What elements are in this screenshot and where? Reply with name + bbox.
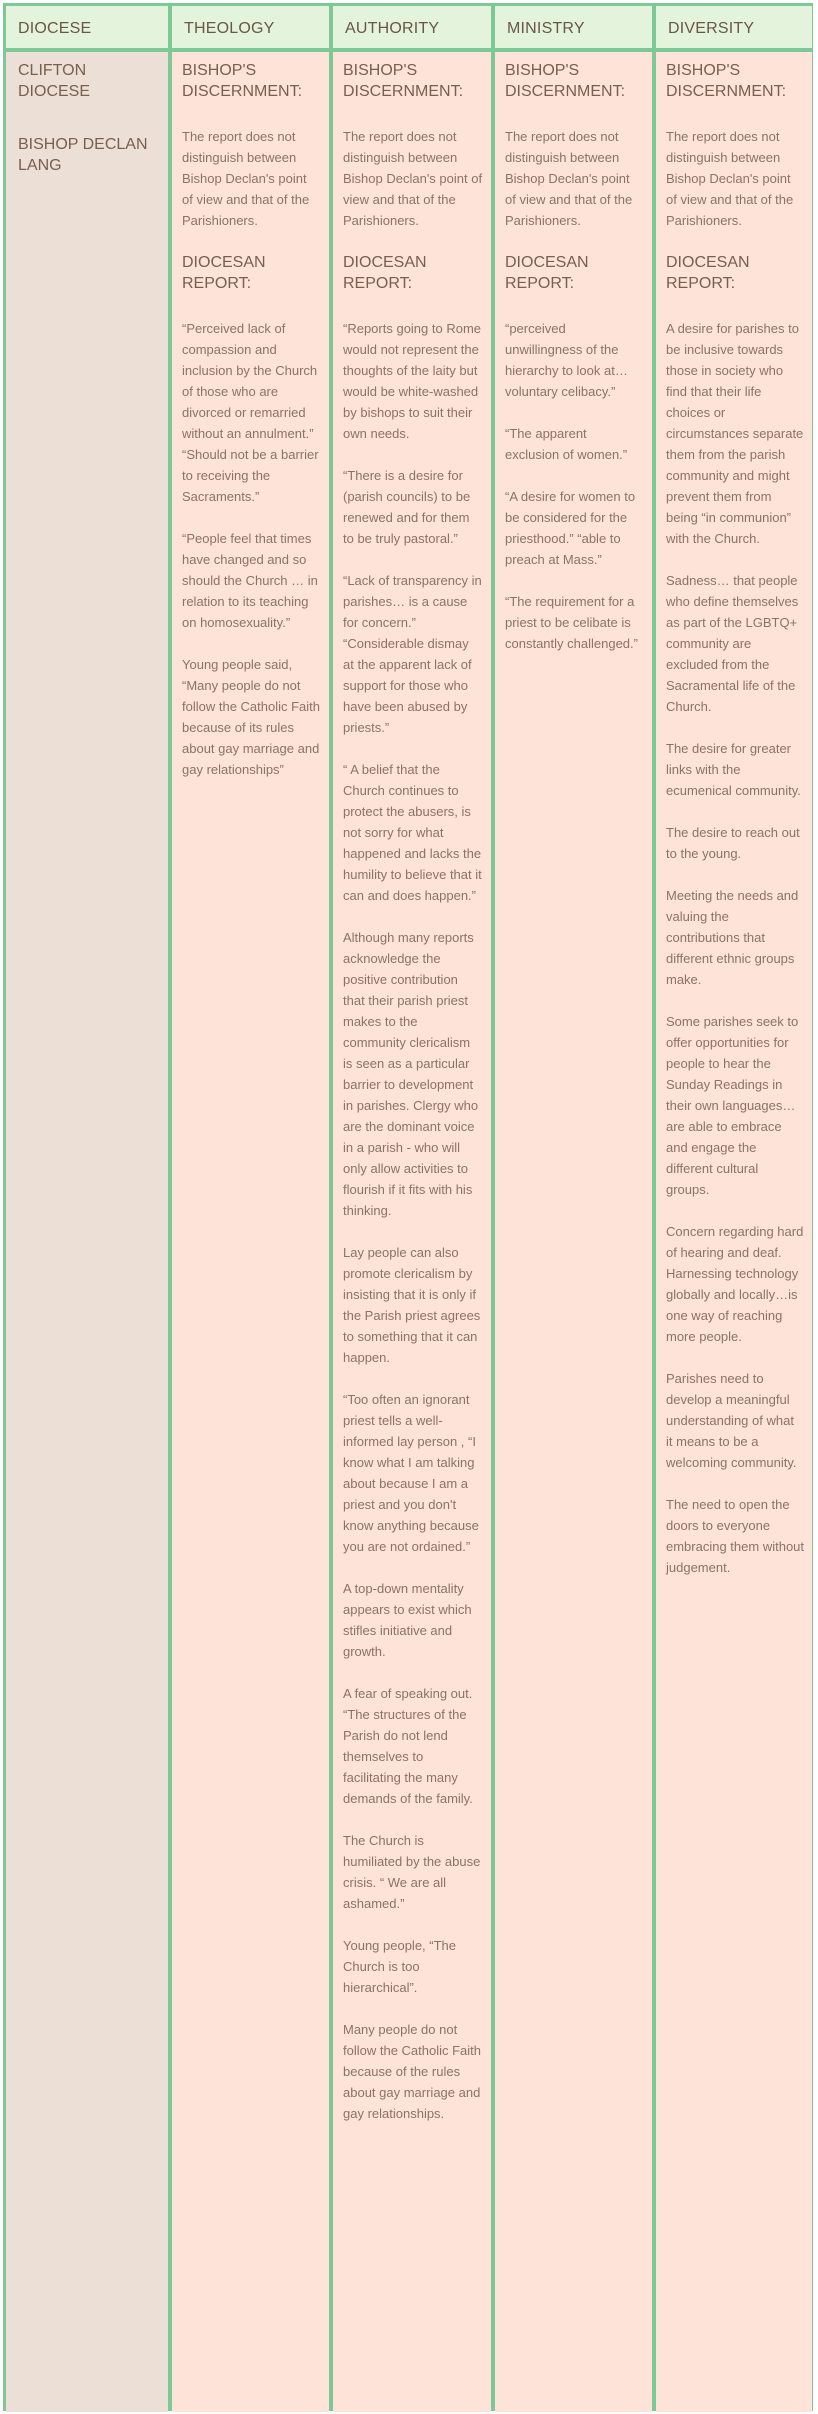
ministry-cell [495,52,652,2412]
authority-paragraph: “There is a desire for (parish councils) to be renewed and for them to be truly pastoral.” [343,468,471,546]
header-authority: AUTHORITY [333,6,491,48]
authority-cell [333,52,491,2412]
diversity-paragraph: Sadness… that people who define themselves as part of the LGBTQ+ community are excluded from the Sacramental life of the Church. [666,573,799,714]
ministry-paragraph: “The requirement for a priest to be celibate is constantly challenged.” [505,594,638,651]
theology-paragraph: “People feel that times have changed and so should the Church … in relation to its teaching on homosexuality.” [182,531,318,630]
authority-paragraph: Although many reports acknowledge the positive contribution that their parish priest makes to the community clericalism is seen as a particular barrier to development in parishes. Clergy who are the dominant voice in a parish - who will only allow activities to flourish if it fits with his thinking. [343,930,479,1218]
diversity-paragraph: The desire for greater links with the ecumenical community. [666,741,801,798]
diversity-paragraph: Meeting the needs and valuing the contributions that different ethnic groups make. [666,888,799,987]
discernment-heading: BISHOP'S DISCERNMENT: [343,62,464,100]
diversity-paragraph: Parishes need to develop a meaningful understanding of what it means to be a welcoming community. [666,1371,797,1470]
authority-paragraph: “Lack of transparency in parishes… is a cause for concern.” “Considerable dismay at the apparent lack of support for those who have been abused by priests.” [343,573,482,735]
discernment-text: The report does not distinguish between Bishop Declan's point of view and that of the Parishioners. [666,129,794,228]
report-heading: DIOCESAN REPORT: [666,254,750,292]
authority-paragraph: “Too often an ignorant priest tells a well-informed lay person , “I know what I am talking about because I am a priest and you don't know anything because you are not ordained.” [343,1392,479,1554]
diversity-paragraph: The desire to reach out to the young. [666,825,800,861]
ministry-paragraph: “perceived unwillingness of the hierarchy to look at… voluntary celibacy.” [505,321,628,399]
diversity-cell [656,52,812,2412]
ministry-paragraph: “The apparent exclusion of women.” [505,426,628,462]
report-table [3,3,813,2411]
diversity-paragraph: The need to open the doors to everyone embracing them without judgement. [666,1497,805,1575]
discernment-heading: BISHOP'S DISCERNMENT: [505,62,626,100]
authority-paragraph: “ A belief that the Church continues to protect the abusers, is not sorry for what happened and lacks the humility to believe that it can and does happen.” [343,762,482,903]
report-heading: DIOCESAN REPORT: [505,254,589,292]
header-ministry: MINISTRY [495,6,652,48]
authority-paragraph: Many people do not follow the Catholic Faith because of the rules about gay marriage and gay relationships. [343,2022,482,2121]
diocese-cell [6,52,168,2412]
diversity-paragraph: Concern regarding hard of hearing and deaf. Harnessing technology globally and locally…is one way of reaching more people. [666,1224,804,1344]
discernment-text: The report does not distinguish between Bishop Declan's point of view and that of the Parishioners. [505,129,633,228]
authority-paragraph: The Church is humiliated by the abuse crisis. “ We are all ashamed.” [343,1833,481,1911]
report-heading: DIOCESAN REPORT: [343,254,427,292]
authority-paragraph: “Reports going to Rome would not represent the thoughts of the laity but would be white-washed by bishops to suit their own needs. [343,321,482,441]
authority-paragraph: Young people, “The Church is too hierarchical”. [343,1938,457,1995]
discernment-heading: BISHOP'S DISCERNMENT: [666,62,787,100]
discernment-heading: BISHOP'S DISCERNMENT: [182,62,303,100]
header-theology: THEOLOGY [172,6,329,48]
theology-paragraph: “Perceived lack of compassion and inclusion by the Church of those who are divorced or remarried without an annulment.” “Should not be a barrier to receiving the Sacraments.” [182,321,319,504]
authority-paragraph: Lay people can also promote clericalism by insisting that it is only if the Parish priest agrees to something that it can happen. [343,1245,481,1365]
header-diversity: DIVERSITY [656,6,812,48]
ministry-paragraph: “A desire for women to be considered for the priesthood.” “able to preach at Mass.” [505,489,636,567]
theology-paragraph: Young people said, “Many people do not follow the Catholic Faith because of its rules about gay marriage and gay relationships” [182,657,321,777]
diocese-name: CLIFTON DIOCESE [18,62,91,100]
discernment-text: The report does not distinguish between Bishop Declan's point of view and that of the Parishioners. [343,129,483,228]
authority-paragraph: A top-down mentality appears to exist which stifles initiative and growth. [343,1581,472,1659]
diversity-paragraph: A desire for parishes to be inclusive towards those in society who find that their life choices or circumstances separate them from the parish community and might prevent them from being “in communion” with the Church. [666,321,804,546]
report-heading: DIOCESAN REPORT: [182,254,266,292]
authority-paragraph: A fear of speaking out. “The structures of the Parish do not lend themselves to facilitating the many demands of the family. [343,1686,473,1806]
theology-cell [172,52,329,2412]
header-diocese: DIOCESE [6,6,168,48]
bishop-name: BISHOP DECLAN LANG [18,136,148,174]
discernment-text: The report does not distinguish between Bishop Declan's point of view and that of the Parishioners. [182,129,310,228]
diversity-paragraph: Some parishes seek to offer opportunities for people to hear the Sunday Readings in their own languages… are able to embrace and engage the different cultural groups. [666,1014,799,1197]
